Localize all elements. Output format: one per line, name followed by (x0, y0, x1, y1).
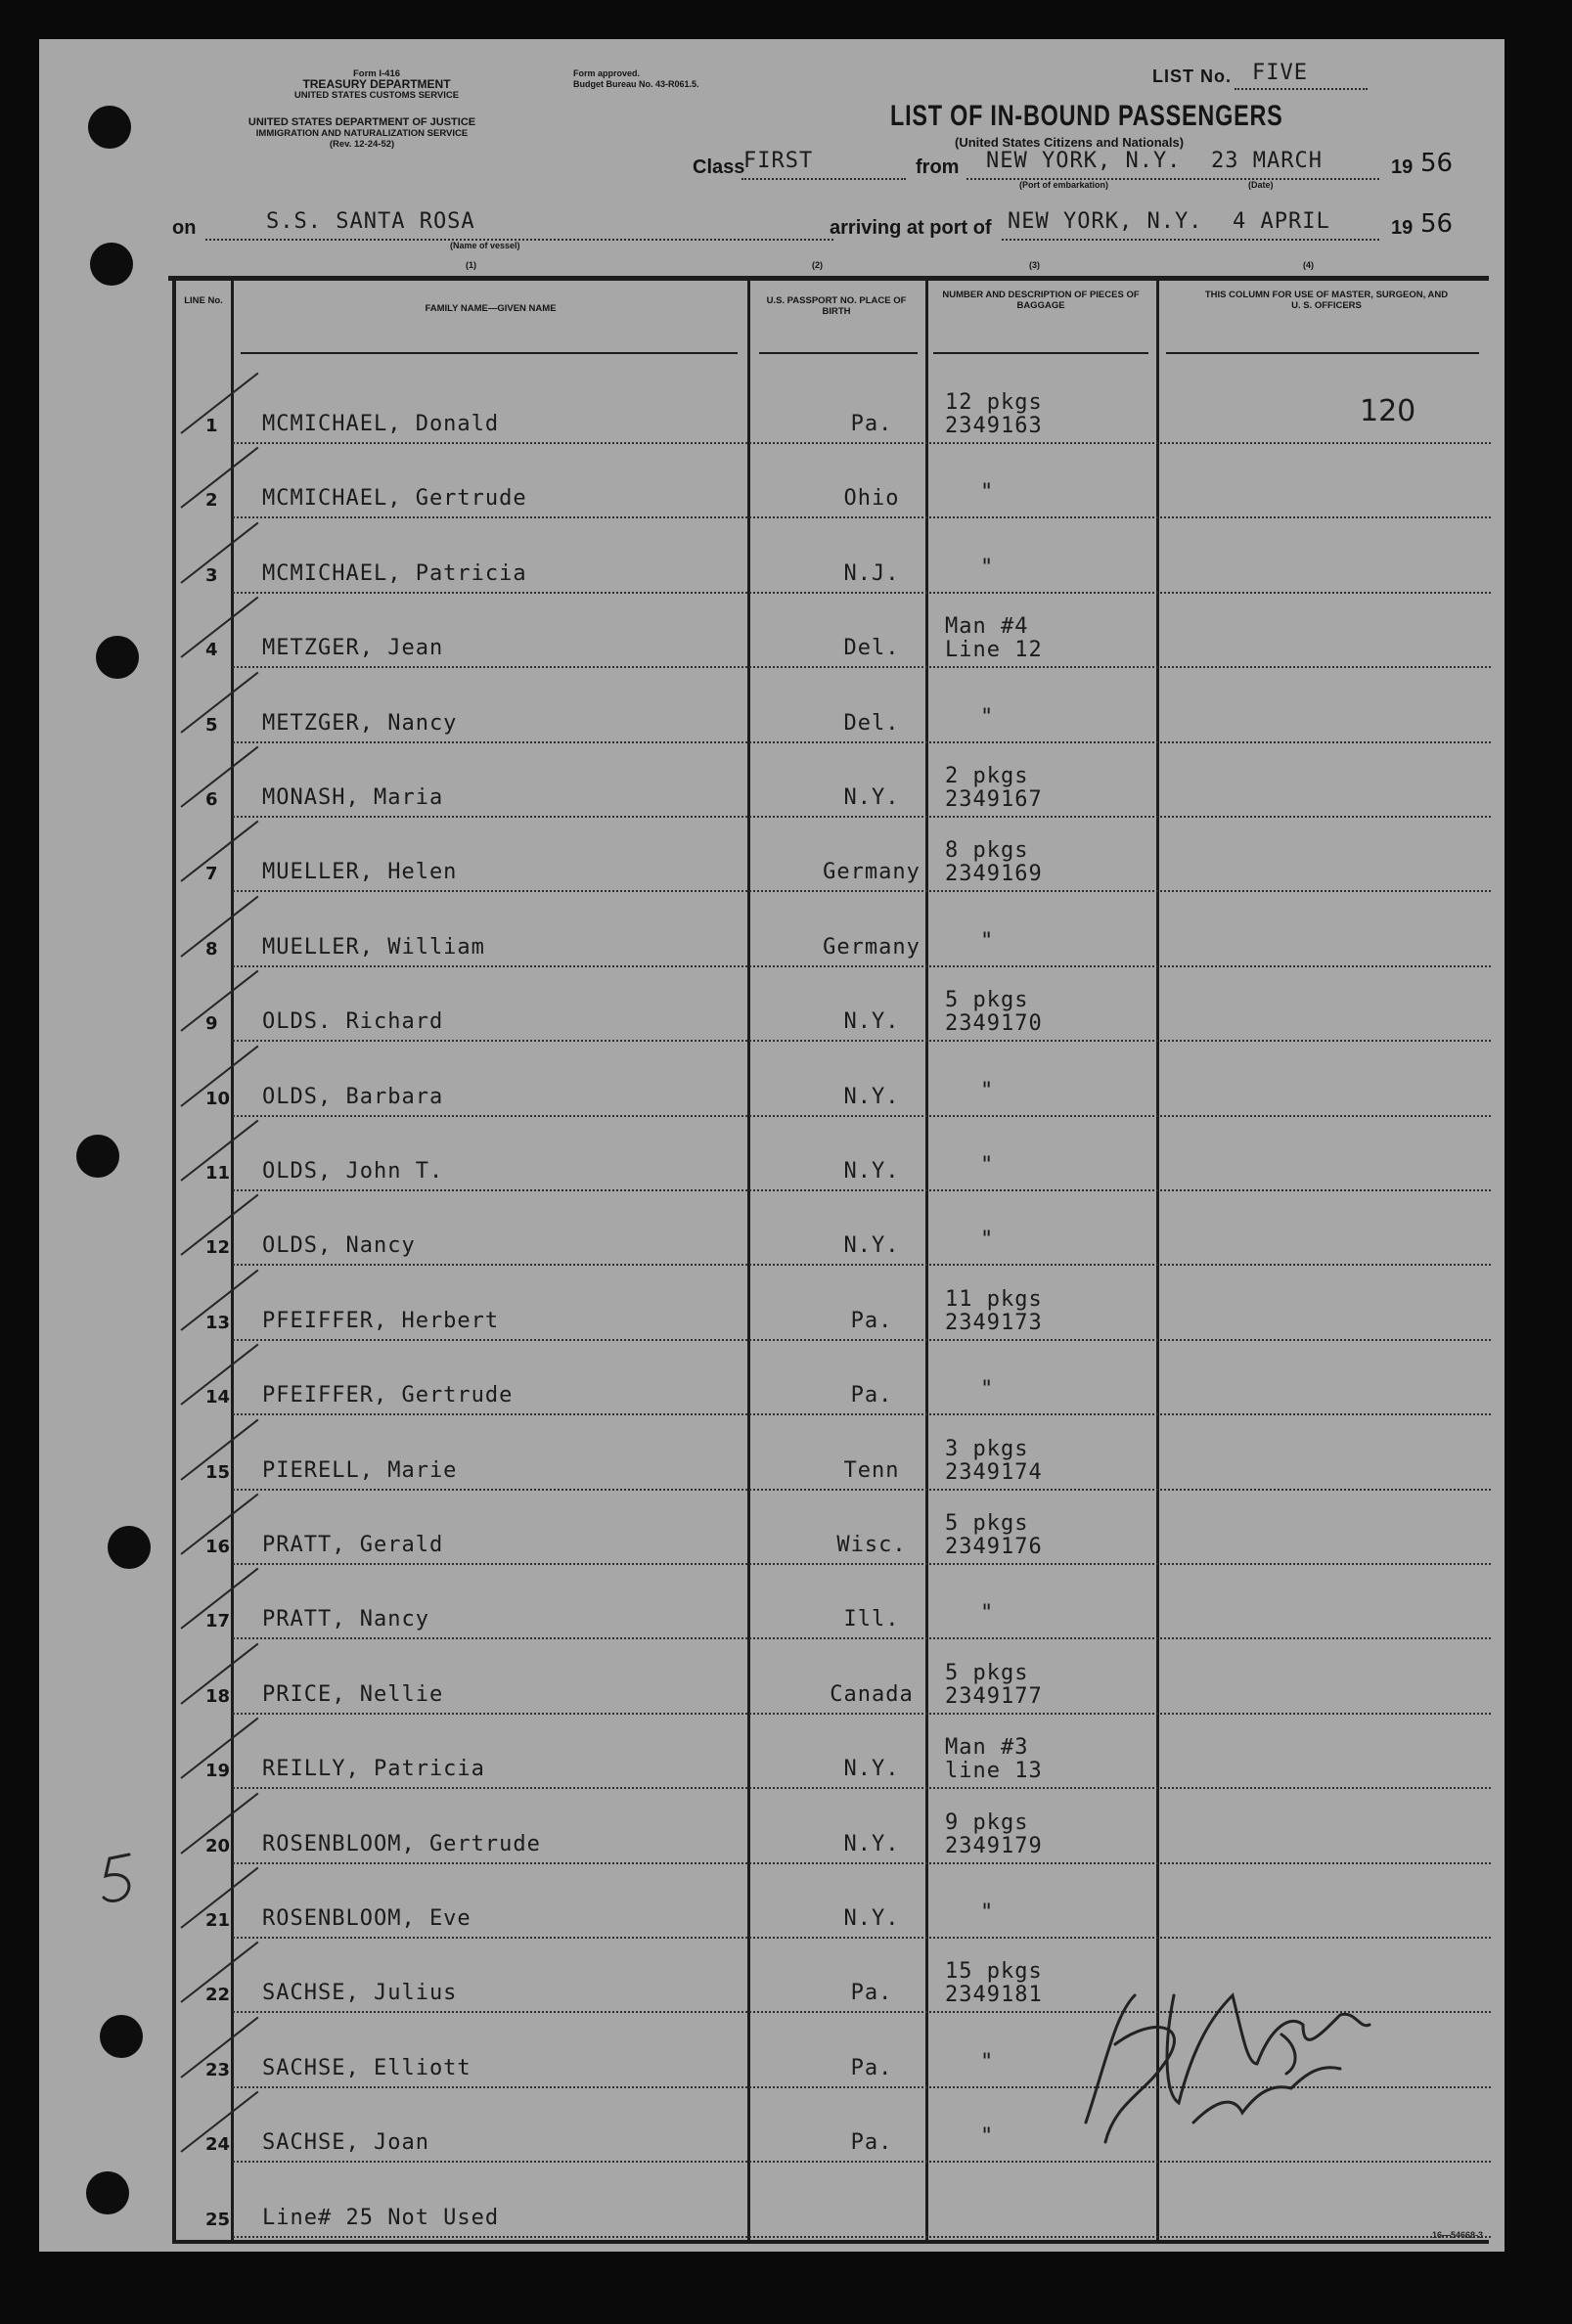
baggage-line-2: 2349169 (945, 862, 1043, 887)
table-row (39, 2164, 1505, 2238)
place-of-birth: N.Y. (843, 1906, 900, 1931)
place-of-birth: Ohio (843, 486, 900, 512)
place-of-birth: Pa. (850, 1383, 893, 1408)
passenger-name: SACHSE, Elliott (262, 2055, 472, 2080)
date-caption: (Date) (1248, 180, 1274, 190)
col-num-3: (3) (1029, 260, 1040, 270)
table-row (39, 1864, 1505, 1939)
line-number: 16 (205, 1537, 231, 1557)
baggage-line-1: 3 pkgs (945, 1436, 1029, 1461)
ditto-mark: " (980, 1228, 995, 1253)
place-of-birth: N.Y. (843, 1233, 900, 1259)
form-identifier: Form I-416 TREASURY DEPARTMENT UNITED STATES CUSTOMS SERVICE (293, 68, 460, 101)
passenger-name: OLDS, John T. (262, 1159, 444, 1184)
passenger-name: OLDS, Nancy (262, 1233, 416, 1259)
ditto-mark: " (980, 2049, 995, 2075)
baggage-line-1: 9 pkgs (945, 1810, 1029, 1835)
table-row (39, 1341, 1505, 1415)
passenger-name: PIERELL, Marie (262, 1457, 458, 1483)
line-number: 8 (205, 938, 218, 960)
baggage-line-1: Man #3 (945, 1735, 1029, 1761)
passenger-name: OLDS. Richard (262, 1009, 444, 1035)
place-of-birth: Ill. (843, 1607, 900, 1632)
ditto-mark: " (980, 1900, 995, 1925)
header-underline-officers (1166, 352, 1479, 354)
check-mark (180, 671, 258, 733)
table-row (39, 1117, 1505, 1191)
from-date: 23 MARCH (1211, 149, 1323, 173)
from-port: NEW YORK, N.Y. (986, 149, 1182, 173)
passenger-name: PFEIFFER, Herbert (262, 1308, 500, 1333)
place-of-birth: Wisc. (836, 1533, 907, 1557)
place-of-birth: Pa. (850, 2055, 893, 2080)
check-mark (180, 821, 258, 885)
place-of-birth: N.Y. (843, 1009, 900, 1035)
passenger-name: Line# 25 Not Used (262, 2205, 500, 2230)
table-row (39, 594, 1505, 668)
margin-number-mark (96, 1849, 145, 1907)
col-num-2: (2) (812, 260, 823, 270)
table-row (39, 1043, 1505, 1117)
table-row (39, 1790, 1505, 1864)
line-number: 17 (205, 1611, 231, 1632)
header-underline-baggage (933, 352, 1148, 354)
table-row (39, 1416, 1505, 1491)
baggage-line-2: 2349179 (945, 1833, 1043, 1858)
vessel-caption: (Name of vessel) (450, 241, 520, 250)
place-of-birth: N.Y. (843, 1084, 900, 1109)
vessel-name: S.S. SANTA ROSA (266, 209, 475, 234)
passenger-name: REILLY, Patricia (262, 1757, 485, 1782)
table-row (39, 818, 1505, 892)
ditto-mark: " (980, 1153, 995, 1178)
officer-signature (1047, 1956, 1418, 2162)
col-num-4: (4) (1303, 260, 1314, 270)
check-mark (180, 521, 258, 583)
form-title: LIST OF IN-BOUND PASSENGERS (890, 100, 1283, 132)
line-number: 11 (205, 1163, 231, 1184)
line-number: 14 (205, 1387, 231, 1408)
line-number: 9 (205, 1013, 218, 1035)
table-row (39, 1565, 1505, 1639)
officer-note: 120 (1360, 394, 1416, 428)
baggage-line-2: 2349176 (945, 1535, 1043, 1559)
passenger-name: ROSENBLOOM, Gertrude (262, 1831, 541, 1856)
line-number: 7 (205, 864, 218, 885)
passenger-name: MUELLER, William (262, 934, 485, 960)
ditto-mark: " (980, 704, 995, 730)
ditto-mark: " (980, 2124, 995, 2150)
col-num-1: (1) (466, 260, 476, 270)
class-line (741, 178, 906, 180)
line-number: 4 (205, 640, 218, 661)
place-of-birth: Tenn (843, 1457, 900, 1483)
place-of-birth: Pa. (850, 1981, 893, 2006)
col-header-passport: U.S. PASSPORT NO. PLACE OF BIRTH (766, 295, 907, 317)
col-header-baggage: NUMBER AND DESCRIPTION OF PIECES OF BAGGAGE (942, 290, 1140, 311)
on-label: on (172, 217, 197, 239)
place-of-birth: Germany (823, 934, 921, 960)
manifest-page (39, 39, 1505, 2252)
table-bottom-rule (172, 2240, 1489, 2244)
baggage-line-1: 8 pkgs (945, 838, 1029, 864)
baggage-line-2: 2349173 (945, 1310, 1043, 1335)
passenger-name: METZGER, Nancy (262, 710, 458, 736)
baggage-line-2: 2349163 (945, 414, 1043, 438)
ditto-mark: " (980, 1377, 995, 1403)
check-mark (180, 373, 258, 434)
class-value: FIRST (743, 149, 814, 173)
class-label: Class (693, 156, 745, 178)
table-row (39, 444, 1505, 518)
line-number: 3 (205, 564, 218, 586)
binder-hole (88, 106, 131, 149)
place-of-birth: Canada (830, 1681, 914, 1707)
col-header-line-no: LINE No. (184, 295, 223, 306)
arrival-year-prefix: 19 (1391, 217, 1414, 239)
row-dotted-rule (233, 2236, 1491, 2238)
table-row (39, 967, 1505, 1042)
list-no-line (1235, 88, 1368, 90)
place-of-birth: N.Y. (843, 1159, 900, 1184)
baggage-line-2: 2349181 (945, 1983, 1043, 2008)
baggage-line-1: 5 pkgs (945, 988, 1029, 1013)
baggage-line-1: 2 pkgs (945, 764, 1029, 788)
table-row (39, 1191, 1505, 1266)
passenger-name: ROSENBLOOM, Eve (262, 1906, 472, 1931)
ditto-mark: " (980, 1601, 995, 1627)
passenger-name: SACHSE, Julius (262, 1981, 458, 2006)
baggage-line-2: 2349177 (945, 1683, 1043, 1709)
line-number: 2 (205, 490, 218, 512)
ditto-mark: " (980, 1078, 995, 1103)
passenger-name: METZGER, Jean (262, 636, 444, 661)
place-of-birth: Pa. (850, 1308, 893, 1333)
place-of-birth: N.Y. (843, 785, 900, 810)
place-of-birth: N.J. (843, 560, 900, 586)
line-number: 5 (205, 714, 218, 736)
line-number: 23 (205, 2059, 231, 2080)
place-of-birth: Pa. (850, 2130, 893, 2156)
place-of-birth: Del. (843, 636, 900, 661)
footer-form-code: 16—54668-3 (1431, 2230, 1483, 2240)
passenger-name: MONASH, Maria (262, 785, 444, 810)
form-subtitle: (United States Citizens and Nationals) (955, 135, 1185, 150)
passenger-name: MCMICHAEL, Donald (262, 412, 500, 436)
passenger-name: PRATT, Gerald (262, 1533, 444, 1557)
line-number: 18 (205, 1685, 231, 1707)
table-row (39, 669, 1505, 743)
arrival-year: 56 (1420, 209, 1454, 239)
line-number: 6 (205, 789, 218, 810)
arrival-date: 4 APRIL (1233, 209, 1330, 234)
arrival-line (1002, 239, 1379, 241)
place-of-birth: N.Y. (843, 1757, 900, 1782)
check-mark (180, 970, 258, 1035)
col-header-officers: THIS COLUMN FOR USE OF MASTER, SURGEON, AND U. S. OFFICERS (1204, 290, 1449, 311)
check-mark (180, 597, 258, 661)
table-row (39, 743, 1505, 818)
from-year: 56 (1420, 149, 1454, 178)
arrival-port: NEW YORK, N.Y. (1008, 209, 1203, 234)
ditto-mark: " (980, 928, 995, 954)
line-number: 22 (205, 1985, 231, 2006)
passenger-name: PRICE, Nellie (262, 1681, 444, 1707)
passenger-name: MCMICHAEL, Patricia (262, 560, 527, 586)
port-embarkation-caption: (Port of embarkation) (1019, 180, 1109, 190)
passenger-name: SACHSE, Joan (262, 2130, 429, 2156)
header-underline-name (241, 352, 738, 354)
ditto-mark: " (980, 555, 995, 580)
baggage-line-2: 2349167 (945, 787, 1043, 812)
line-number: 13 (205, 1312, 231, 1333)
line-number: 24 (205, 2134, 231, 2156)
place-of-birth: Pa. (850, 412, 893, 436)
table-top-rule (168, 276, 1489, 281)
budget-approval: Form approved. Budget Bureau No. 43-R061.5. (573, 68, 699, 89)
passenger-name: OLDS, Barbara (262, 1084, 444, 1109)
table-row (39, 519, 1505, 594)
baggage-line-1: 15 pkgs (945, 1959, 1043, 1985)
line-number: 10 (205, 1088, 231, 1109)
baggage-line-1: 5 pkgs (945, 1511, 1029, 1536)
passenger-name: MCMICHAEL, Gertrude (262, 486, 527, 512)
table-row (39, 1267, 1505, 1341)
table-row (39, 1640, 1505, 1715)
check-mark (180, 895, 258, 957)
table-row (39, 1715, 1505, 1789)
list-no-value: FIVE (1252, 61, 1308, 85)
arriving-label: arriving at port of (830, 217, 992, 239)
binder-hole (90, 243, 133, 286)
line-number: 19 (205, 1761, 231, 1782)
place-of-birth: Germany (823, 860, 921, 885)
col-header-name: FAMILY NAME—GIVEN NAME (425, 303, 557, 314)
place-of-birth: Del. (843, 710, 900, 736)
check-mark (180, 746, 258, 808)
from-label: from (916, 156, 960, 178)
baggage-line-1: Man #4 (945, 614, 1029, 640)
list-no-label: LIST No. (1152, 67, 1232, 86)
line-number: 15 (205, 1461, 231, 1483)
baggage-line-2: line 13 (945, 1759, 1043, 1784)
line-number: 12 (205, 1237, 231, 1259)
table-row (39, 370, 1505, 444)
baggage-line-2: 2349170 (945, 1011, 1043, 1037)
line-number: 21 (205, 1910, 231, 1931)
place-of-birth: N.Y. (843, 1831, 900, 1856)
passenger-name: PRATT, Nancy (262, 1607, 429, 1632)
baggage-line-2: Line 12 (945, 638, 1043, 663)
ditto-mark: " (980, 480, 995, 506)
header-underline-passport (759, 352, 918, 354)
line-number: 20 (205, 1835, 231, 1856)
baggage-line-1: 11 pkgs (945, 1286, 1043, 1312)
line-number: 1 (205, 416, 218, 436)
passenger-name: PFEIFFER, Gertrude (262, 1383, 514, 1408)
from-year-prefix: 19 (1391, 156, 1414, 178)
justice-identifier: UNITED STATES DEPARTMENT OF JUSTICE IMMIGRATION AND NATURALIZATION SERVICE (Rev. 12-24-52) (247, 116, 476, 150)
check-mark (180, 447, 258, 512)
baggage-line-1: 5 pkgs (945, 1660, 1029, 1685)
passenger-name: MUELLER, Helen (262, 860, 458, 885)
table-row (39, 893, 1505, 967)
baggage-line-2: 2349174 (945, 1459, 1043, 1485)
line-number: 25 (205, 2209, 231, 2230)
baggage-line-1: 12 pkgs (945, 390, 1043, 415)
table-row (39, 1491, 1505, 1565)
